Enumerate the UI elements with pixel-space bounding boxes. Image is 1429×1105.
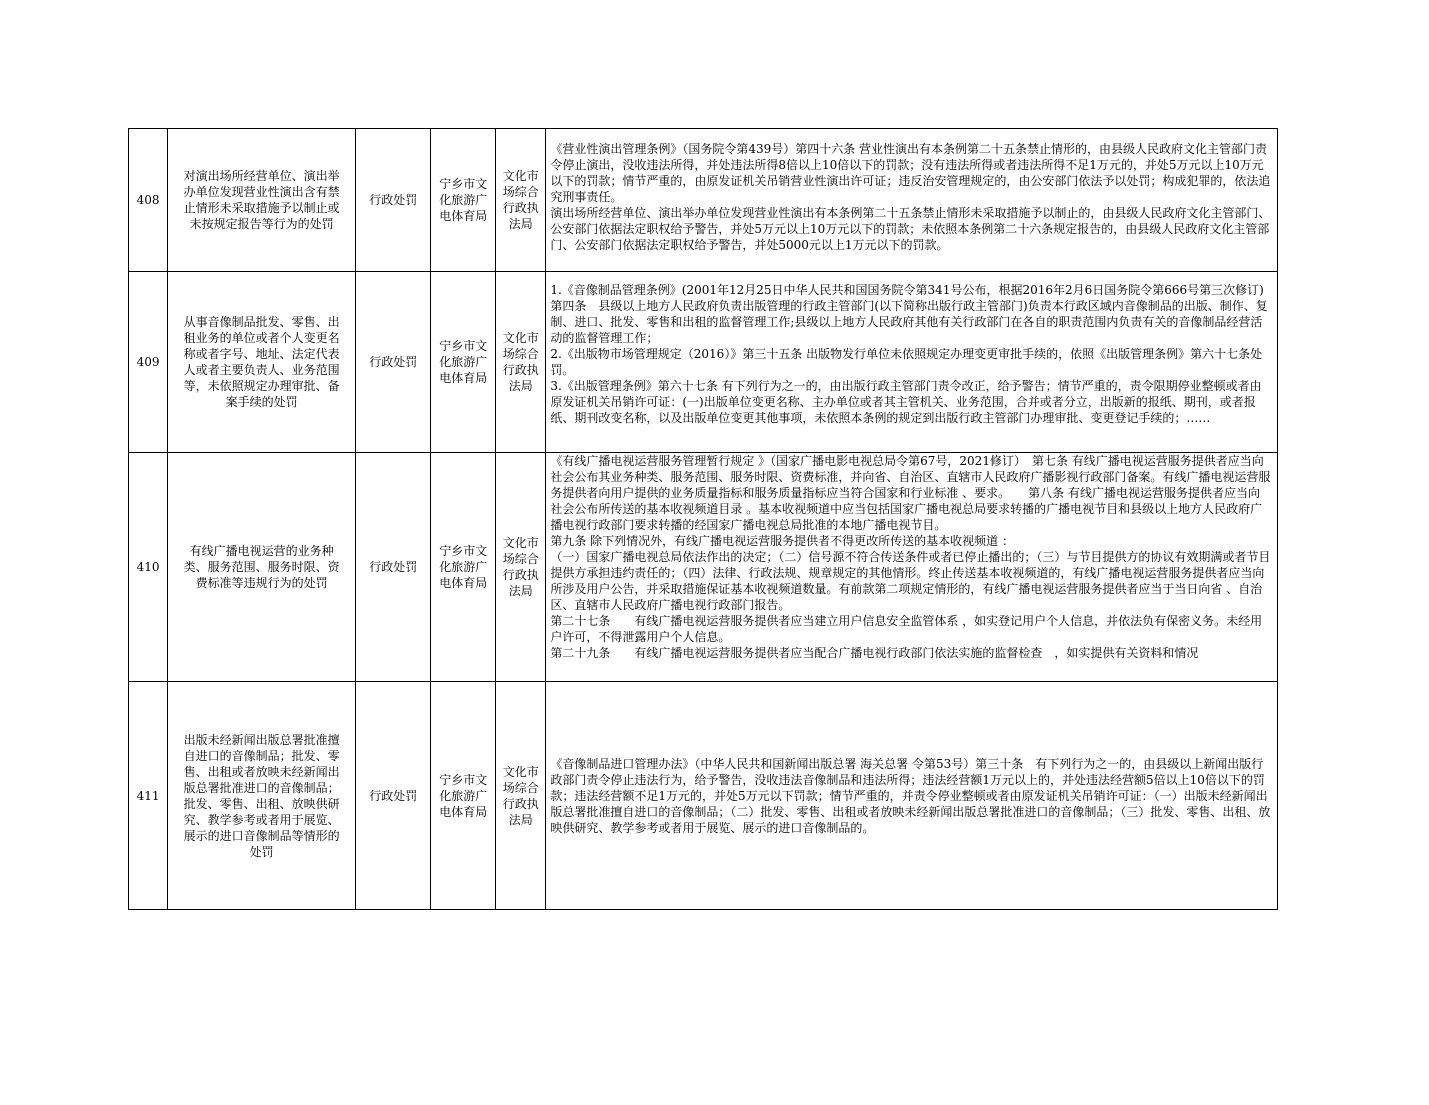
item-name: 出版未经新闻出版总署批准擅自进口的音像制品；批发、零售、出租或者放映未经新闻出版总署批准进口的音像制品；批发、零售、出租、放映供研究、教学参考或者用于展览、展示的进口音像制品等情形的处罚 [168, 682, 356, 910]
executing-agency: 文化市场综合行政执法局 [496, 129, 546, 272]
item-name: 有线广播电视运营的业务种类、服务范围、服务时限、资费标准等违规行为的处罚 [168, 453, 356, 682]
row-number: 410 [129, 453, 168, 682]
row-number: 409 [129, 272, 168, 453]
item-name: 对演出场所经营单位、演出举办单位发现营业性演出含有禁止情形未采取措施予以制止或未按规定报告等行为的处罚 [168, 129, 356, 272]
legal-basis: 1.《音像制品管理条例》(2001年12月25日中华人民共和国国务院令第341号公布，根据2016年2月6日国务院令第666号第三次修订)第四条 县级以上地方人民政府负责出版管理的行政主管部门(以下简称出版行政主管部门)负责本行政区域内音像制品的出版、制作、复制、进口、批发、零售和出租的监督管理工作;县级以上地方人民政府其他有关行政部门在各自的职责范围内负责有关的音像制品经营活动的监督管理工作； 2.《出版物市场管理规定（2016）》第三十五条 出版物发行单位未依照规定办理变更审批手续的，依照《出版管理条例》第六十七条处罚。 3.《出版管理条例》第六十七条 有下列行为之一的，由出版行政主管部门责令改正，给予警告；情节严重的，责令限期停业整顿或者由原发证机关吊销许可证：(一)出版单位变更名称、主办单位或者其主管机关、业务范围，合并或者分立，出版新的报纸、期刊，或者报纸、期刊改变名称，以及出版单位变更其他事项，未依照本条例的规定到出版行政主管部门办理审批、变更登记手续的；…… [546, 272, 1278, 453]
legal-basis: 《有线广播电视运营服务管理暂行规定 》（国家广播电影电视总局令第67号，2021修订） 第七条 有线广播电视运营服务提供者应当向社会公布其业务种类、服务范围、服务时限、资费标准，并向省、自治区、直辖市人民政府广播影视行政部门备案。有线广播电视运营服务提供者向用户提供的业务质量指标和服务质量指标应当符合国家和行业标准 、要求。 第八条 有线广播电视运营服务提供者应当向社会公布所传送的基本收视频道目录 。基本收视频道中应当包括国家广播电视总局要求转播的广播电视节目和县级以上地方人民政府广播电视行政部门要求转播的经国家广播电视总局批准的本地广播电视节目。 第九条 除下列情况外，有线广播电视运营服务提供者不得更改所传送的基本收视频道 ： （一）国家广播电视总局依法作出的决定；（二）信号源不符合传送条件或者已停止播出的；（三）与节目提供方的协议有效期满或者节目提供方承担违约责任的；（四）法律、行政法规、规章规定的其他情形。终止传送基本收视频道的，有线广播电视运营服务提供者应当向所涉及用户公告，并采取措施保证基本收视频道数量。有前款第二项规定情形的，有线广播电视运营服务提供者应当于当日向省 、自治区、直辖市人民政府广播电视行政部门报告。 第二十七条 有线广播电视运营服务提供者应当建立用户信息安全监管体系 ，如实登记用户个人信息，并依法负有保密义务。未经用户许可，不得泄露用户个人信息。 第二十九条 有线广播电视运营服务提供者应当配合广播电视行政部门依法实施的监督检查 ，如实提供有关资料和情况 [546, 453, 1278, 682]
department: 宁乡市文化旅游广电体育局 [431, 129, 496, 272]
department: 宁乡市文化旅游广电体育局 [431, 272, 496, 453]
item-type: 行政处罚 [356, 453, 431, 682]
table-row [129, 129, 1278, 272]
item-name: 从事音像制品批发、零售、出租业务的单位或者个人变更名称或者字号、地址、法定代表人或者主要负责人、业务范围等，未依照规定办理审批、备案手续的处罚 [168, 272, 356, 453]
legal-basis: 《营业性演出管理条例》（国务院令第439号）第四十六条 营业性演出有本条例第二十五条禁止情形的，由县级人民政府文化主管部门责令停止演出，没收违法所得，并处违法所得8倍以上10倍以下的罚款；没有违法所得或者违法所得不足1万元的，并处5万元以上10万元以下的罚款；情节严重的，由原发证机关吊销营业性演出许可证；违反治安管理规定的，由公安部门依法予以处罚；构成犯罪的，依法追究刑事责任。 演出场所经营单位、演出举办单位发现营业性演出有本条例第二十五条禁止情形未采取措施予以制止的，由县级人民政府文化主管部门、公安部门依据法定职权给予警告，并处5万元以上10万元以下的罚款；未依照本条例第二十六条规定报告的，由县级人民政府文化主管部门、公安部门依据法定职权给予警告，并处5000元以上1万元以下的罚款。 [546, 129, 1278, 272]
table-row [129, 272, 1278, 453]
department: 宁乡市文化旅游广电体育局 [431, 453, 496, 682]
executing-agency: 文化市场综合行政执法局 [496, 682, 546, 910]
row-number: 408 [129, 129, 168, 272]
table-row [129, 682, 1278, 910]
row-number: 411 [129, 682, 168, 910]
executing-agency: 文化市场综合行政执法局 [496, 272, 546, 453]
legal-basis: 《音像制品进口管理办法》（中华人民共和国新闻出版总署 海关总署 令第53号）第三十条 有下列行为之一的，由县级以上新闻出版行政部门责令停止违法行为，给予警告，没收违法音像制品和违法所得；违法经营额1万元以上的，并处违法经营额5倍以上10倍以下的罚款；违法经营额不足1万元的，并处5万元以下罚款；情节严重的，并责令停业整顿或者由原发证机关吊销许可证：（一）出版未经新闻出版总署批准擅自进口的音像制品；（二）批发、零售、出租或者放映未经新闻出版总署批准进口的音像制品；（三）批发、零售、出租、放映供研究、教学参考或者用于展览、展示的进口音像制品的。 [546, 682, 1278, 910]
department: 宁乡市文化旅游广电体育局 [431, 682, 496, 910]
item-type: 行政处罚 [356, 682, 431, 910]
penalty-table [128, 128, 1278, 910]
table-row [129, 453, 1278, 682]
executing-agency: 文化市场综合行政执法局 [496, 453, 546, 682]
item-type: 行政处罚 [356, 129, 431, 272]
item-type: 行政处罚 [356, 272, 431, 453]
